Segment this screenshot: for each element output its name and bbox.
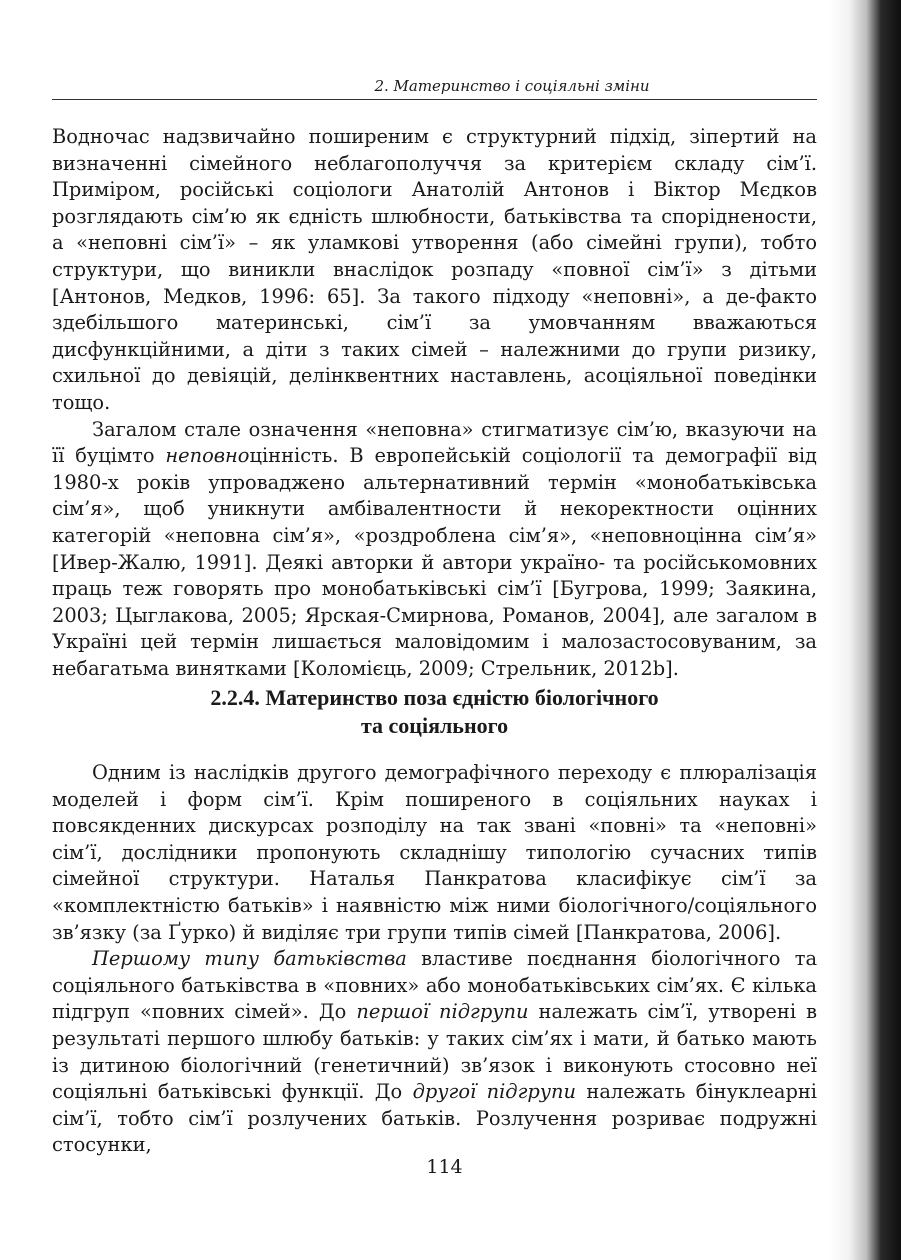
header-rule — [52, 99, 817, 100]
italic-run-1: Першому типу батьківства — [92, 947, 407, 971]
running-head: 2. Материнство і соціяльні зміни — [374, 77, 650, 95]
scan-shadow-edge — [829, 0, 901, 1260]
paragraph-4 — [52, 946, 817, 1159]
section-heading-line-1: 2.2.4. Материнство поза єдністю біологічного — [210, 685, 659, 710]
italic-run-2: неповно — [165, 444, 250, 468]
italic-run-3: першої підгрупи — [356, 1000, 529, 1024]
text-run-6: належать бінуклеарні сім’ї, тобто сім’ї розлучених батьків. Розлучення розриває подружні стосунки, — [52, 1080, 817, 1157]
text-run-4: належать сім’ї, утворені в результаті першого шлюбу батьків: у таких сім’ях і мати, й батько мають із дитиною біологічний (генетичний) зв’язок і виконують стосовно неї соціяльні батьківські функції. До — [52, 1000, 818, 1104]
book-page — [52, 0, 817, 1260]
section-heading-line-2: та соціяльного — [360, 713, 509, 738]
body-text-bottom — [52, 760, 817, 1159]
paragraph-2 — [52, 417, 817, 683]
text-run-1: Одним із наслідків другого демографічного переходу є плюралізація моделей і форм сім’ї. Крім поширеного в соціяльних науках і повсякденних дискурсах розподілу на так звані «повні» та «неповні» сім’ї, дослідники пропонують складнішу типологію сучасних типів сімейної структури. Наталья Панкратова класифікує сім’ї за «комплектністю батьків» і наявністю між ними біологічного/соціяльного зв’язку (за Ґурко) й виділяє три групи типів сімей [Панкратова, 2006]. — [52, 761, 817, 944]
italic-run-5: другої підгрупи — [412, 1080, 577, 1104]
text-run-3: цінність. В европейській соціології та демографії від 1980-х років упроваджено альтернативний термін «монобатьківська сім’я», щоб уникнути амбівалентности й некоректности оцінних категорій «неповна сім’я», «роздроблена сім’я», «неповноцінна сім’я» [Ивер-Жалю, 1991]. Деякі авторки й автори україно- та російськомовних праць теж говорять про монобатьківські сім’ї [Бугрова, 1999; Заякина, 2003; Цыглакова, 2005; Ярская-Смирнова, Романов, 2004], але загалом в Україні цей термін лишається маловідомим і малозастосовуваним, за небагатьма винятками [Коломієць, 2009; Стрельник, 2012b]. — [52, 444, 817, 680]
paragraph-3 — [52, 760, 817, 946]
paragraph-1 — [52, 124, 817, 417]
body-text-top — [52, 124, 817, 682]
section-heading — [52, 684, 817, 740]
text-run-1: Загалом стале означення «неповна» стигматизує сім’ю, вказуючи на її буцімто — [52, 417, 817, 468]
text-run-2: властиве поєднання біологічного та соціяльного батьківства в «повних» або монобатьківських сім’ях. Є кілька підгруп «повних сімей». До — [52, 947, 818, 1024]
text-run-1: Водночас надзвичайно поширеним є структурний підхід, зіпертий на визначенні сімейного неблагополуччя за критерієм складу сім’ї. Приміром, російські соціологи Анатолій Антонов і Віктор Мєдков розглядають сім’ю як єдність шлюбности, батьківства та споріднености, а «неповні сім’ї» – як уламкові утворення (або сімейні групи), тобто структури, що виникли внаслідок розпаду «повної сім’ї» з дітьми [Антонов, Медков, 1996: 65]. За такого підходу «неповні», а де-факто здебільшого материнські, сім’ї за умовчанням вважаються дисфункційними, а діти з таких сімей – належними до групи ризику, схильної до девіяцій, делінквентних наставлень, асоціяльної поведінки тощо. — [52, 125, 817, 414]
page-number: 114 — [426, 1156, 463, 1178]
